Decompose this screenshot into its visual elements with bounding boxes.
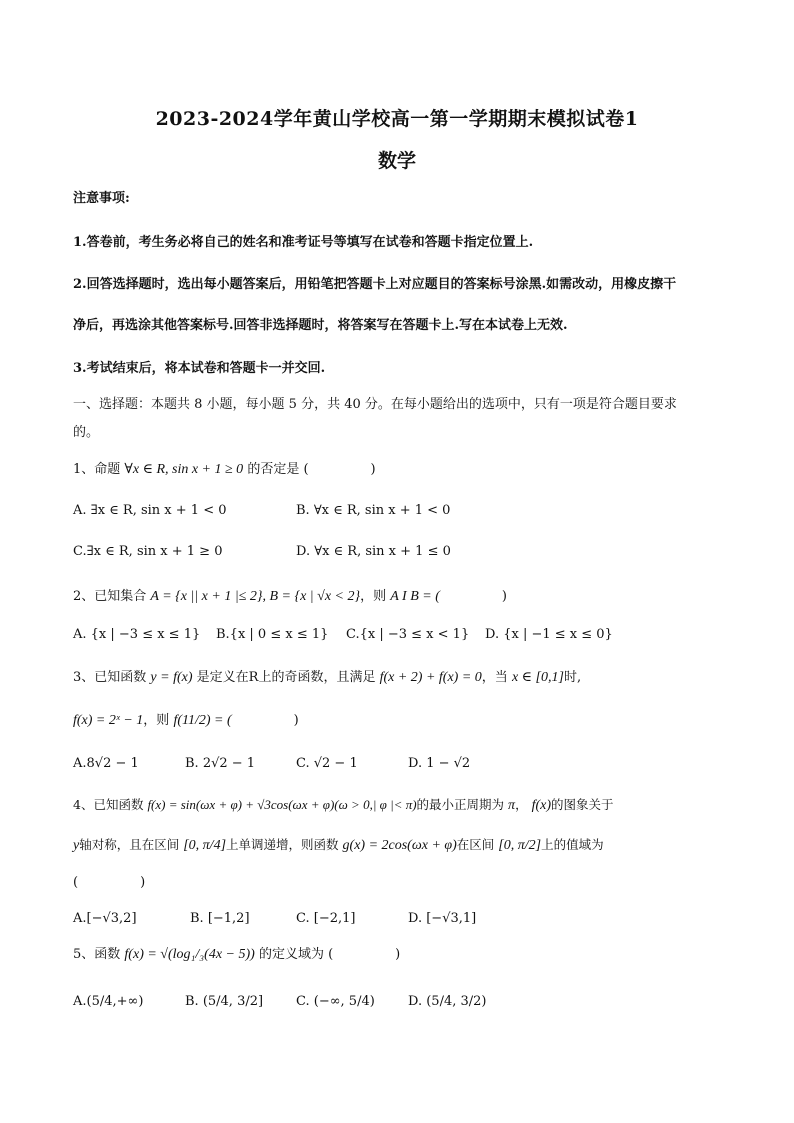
question-2-option-b: B.{x | 0 ≤ x ≤ 1}	[216, 627, 329, 642]
question-3-option-b: B. 2√2 − 1	[185, 756, 256, 771]
question-4-option-c: C. [−2,1]	[296, 911, 356, 926]
question-3-stem-line-1: 3、已知函数 y = f(x) 是定义在R上的奇函数，且满足 f(x + 2) + f(x) = 0，当 x ∈ [0,1]时,	[73, 670, 582, 685]
question-1-math: ∀x ∈ R, sin x + 1 ≥ 0	[124, 462, 244, 477]
question-5-option-d: D. (5/4, 3/2)	[408, 994, 487, 1009]
question-1-stem: 1、命题 ∀x ∈ R, sin x + 1 ≥ 0 的否定是 ( )	[73, 462, 376, 477]
question-4-stem-line-1: 4、已知函数 f(x) = sin(ωx + φ) + √3cos(ωx + φ)(ω > 0,| φ |< π)的最小正周期为 π， f(x)的图象关于	[73, 797, 614, 813]
question-1-option-d: D. ∀x ∈ R, sin x + 1 ≤ 0	[296, 544, 451, 559]
question-2-option-c: C.{x | −3 ≤ x < 1}	[346, 627, 470, 642]
exam-title: 2023-2024学年黄山学校高一第一学期期末模拟试卷1	[155, 108, 639, 130]
question-2-option-d: D. {x | −1 ≤ x ≤ 0}	[485, 627, 613, 642]
notice-item-3: 3.考试结束后，将本试卷和答题卡一并交回.	[73, 361, 326, 376]
question-5-option-c: C. (−∞, 5/4)	[296, 994, 375, 1009]
question-3-stem-line-2: f(x) = 2ˣ − 1，则 f(11/2) = ( )	[73, 713, 299, 728]
notice-item-2-line-2: 净后，再选涂其他答案标号.回答非选择题时，将答案写在答题卡上.写在本试卷上无效.	[73, 318, 568, 333]
question-2-option-a: A. {x | −3 ≤ x ≤ 1}	[73, 627, 201, 642]
question-2-math: A = {x || x + 1 |≤ 2}, B = {x | √x < 2}	[150, 589, 361, 604]
question-4-option-d: D. [−√3,1]	[408, 911, 477, 926]
question-1-option-a: A. ∃x ∈ R, sin x + 1 < 0	[73, 503, 227, 518]
question-5-option-a: A.(5/4,+∞)	[73, 994, 144, 1009]
notice-heading: 注意事项:	[73, 191, 130, 206]
question-3-option-d: D. 1 − √2	[408, 756, 471, 771]
question-4-option-b: B. [−1,2]	[190, 911, 250, 926]
question-4-stem-line-2: y轴对称，且在区间 [0, π/4]上单调递增，则函数 g(x) = 2cos(ωx + φ)在区间 [0, π/2]上的值域为	[73, 837, 604, 853]
question-5-option-b: B. (5/4, 3/2]	[185, 994, 264, 1009]
question-1-option-c: C.∃x ∈ R, sin x + 1 ≥ 0	[73, 544, 223, 559]
question-4-stem-line-3: ( )	[73, 875, 146, 890]
notice-item-2-line-1: 2.回答选择题时，选出每小题答案后，用铅笔把答题卡上对应题目的答案标号涂黑.如需改动，用橡皮擦干	[73, 277, 677, 292]
question-4-option-a: A.[−√3,2]	[73, 911, 137, 926]
section-heading-line-1: 一、选择题：本题共 8 小题，每小题 5 分，共 40 分。在每小题给出的选项中，只有一项是符合题目要求	[73, 397, 677, 412]
question-1-option-b: B. ∀x ∈ R, sin x + 1 < 0	[296, 503, 451, 518]
exam-subject: 数学	[377, 150, 416, 172]
question-3-option-a: A.8√2 − 1	[73, 756, 139, 771]
question-3-option-c: C. √2 − 1	[296, 756, 358, 771]
notice-item-1: 1.答卷前，考生务必将自己的姓名和准考证号等填写在试卷和答题卡指定位置上.	[73, 235, 534, 250]
question-5-stem: 5、函数 f(x) = √(log₁/₃(4x − 5)) 的定义域为 ( )	[73, 947, 401, 962]
section-heading-line-2: 的。	[73, 425, 100, 440]
question-2-stem: 2、已知集合 A = {x || x + 1 |≤ 2}, B = {x | √x < 2}，则 A I B = ( )	[73, 589, 507, 604]
